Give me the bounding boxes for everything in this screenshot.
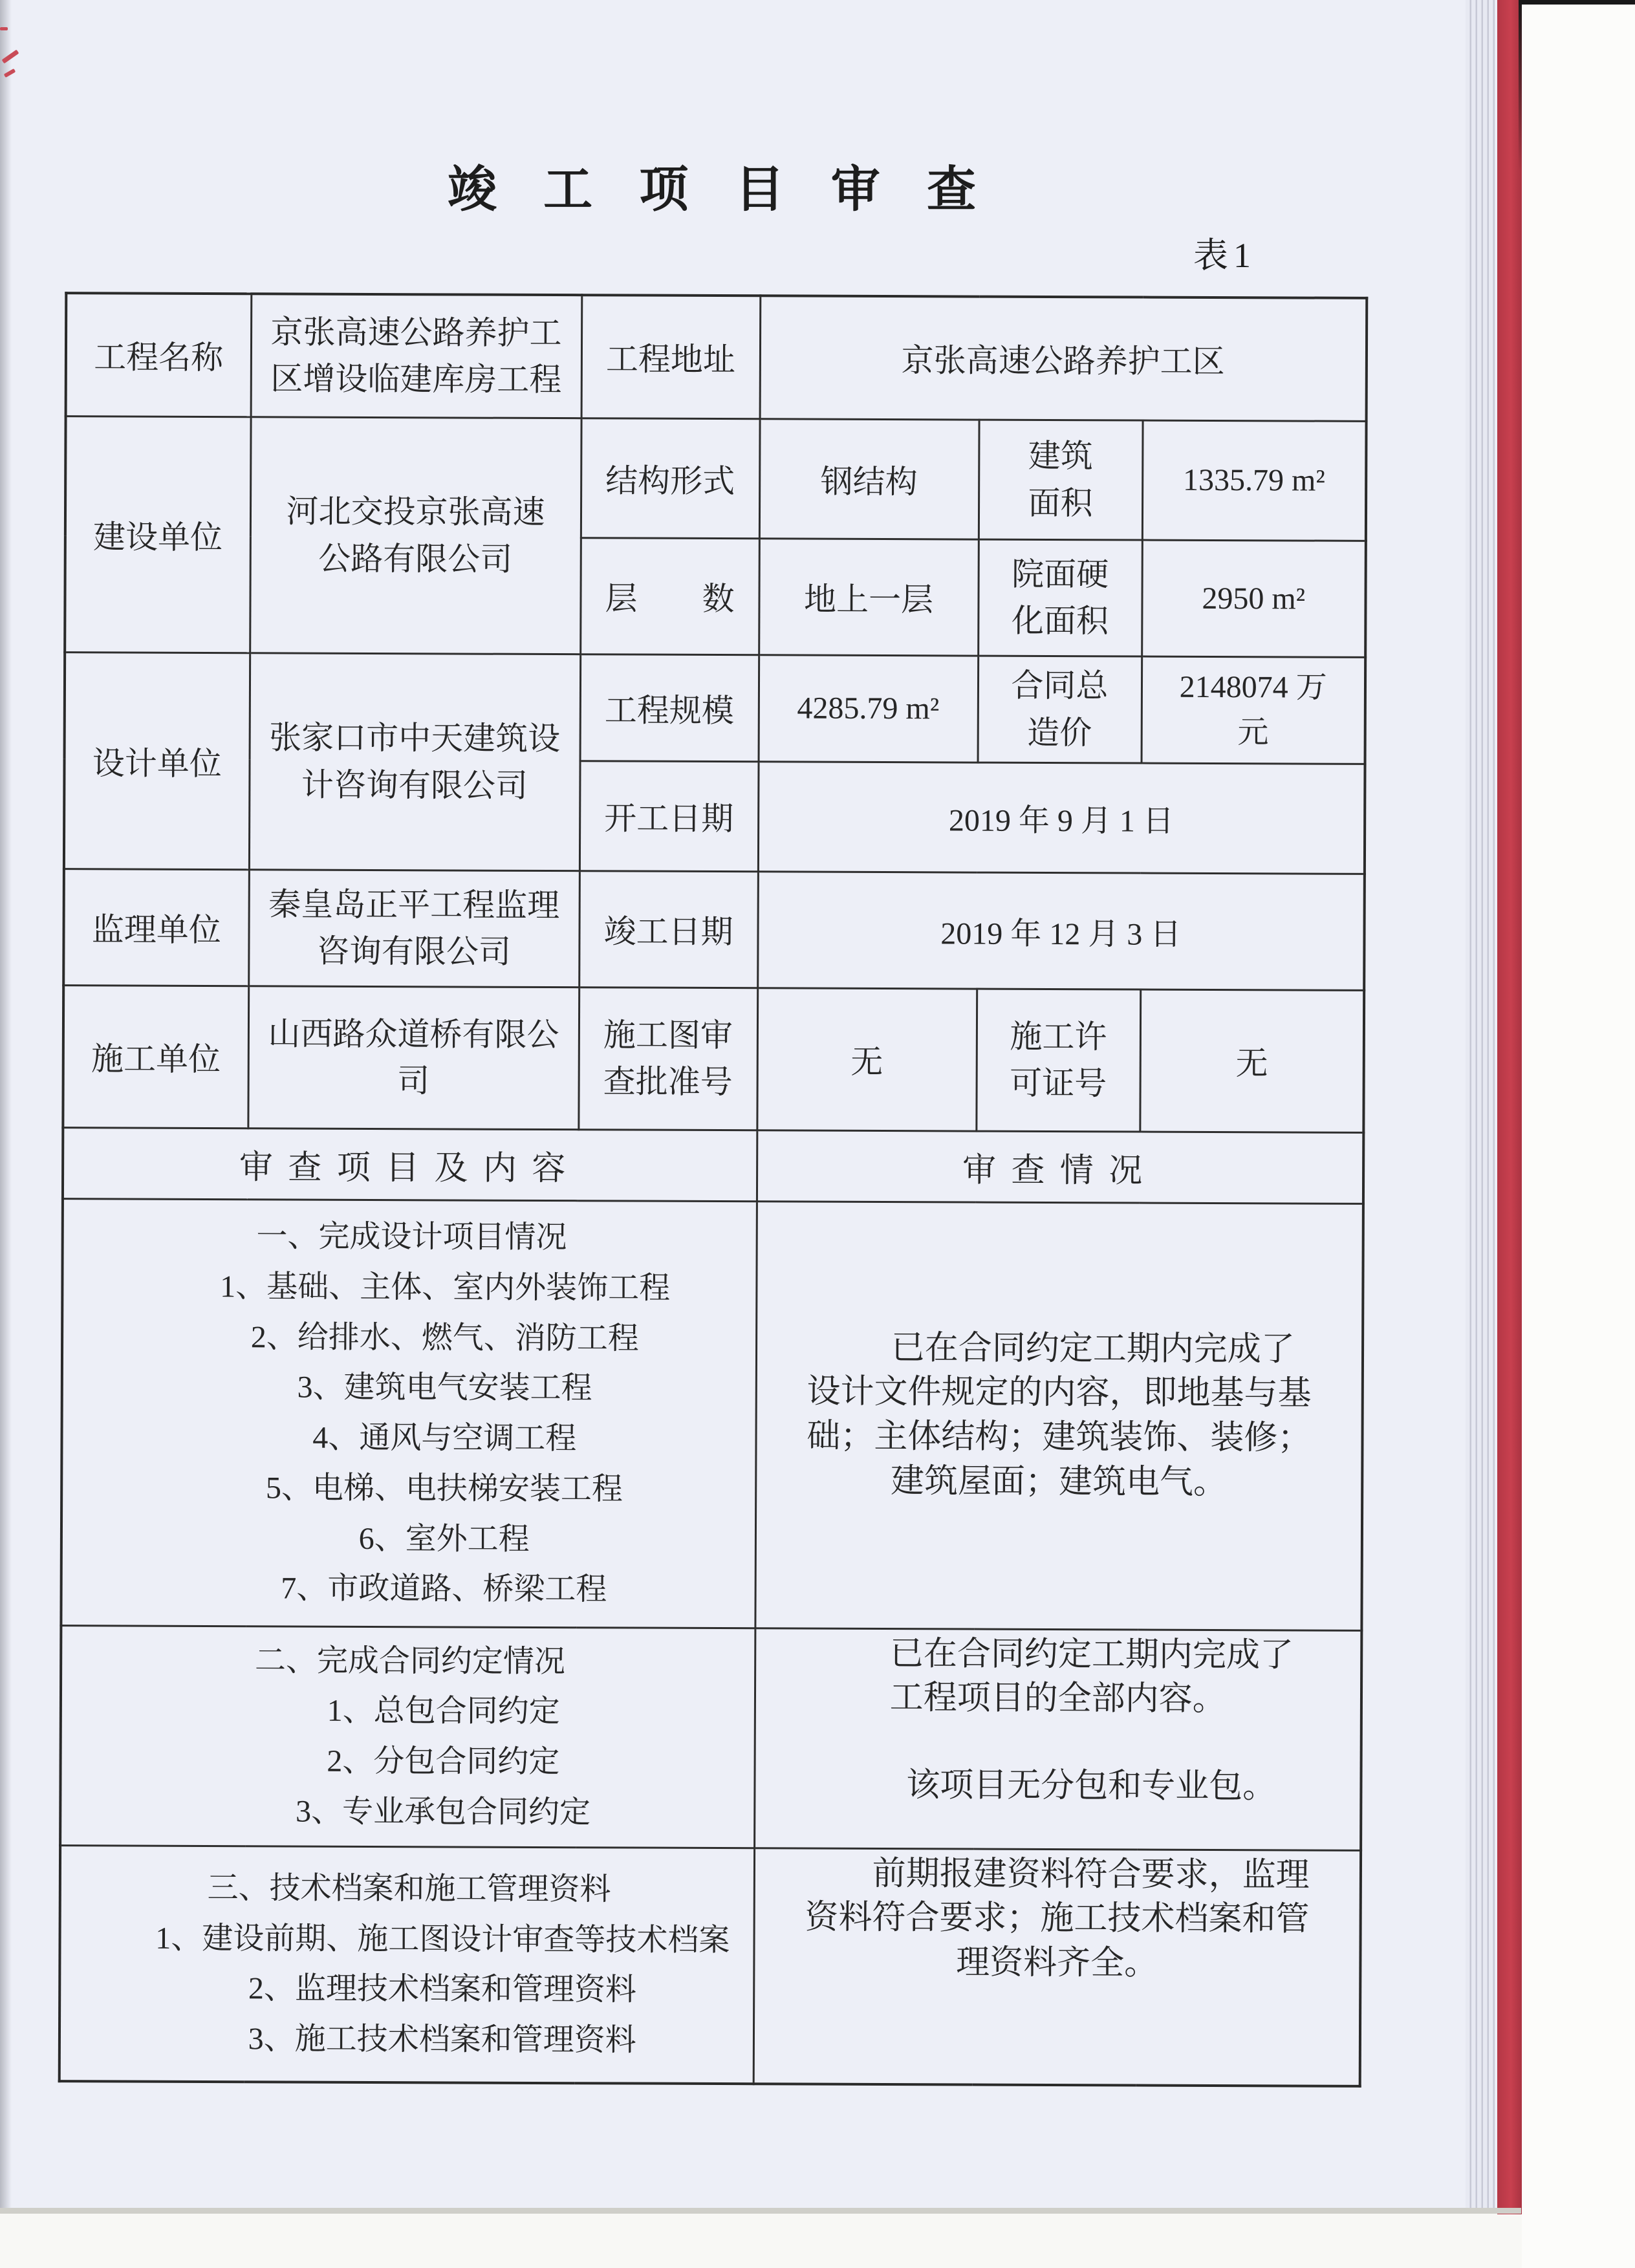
section-3-review bbox=[753, 1848, 1361, 2086]
section-2-title: 二、完成合同约定情况 bbox=[254, 1643, 566, 1679]
project-address-value: 京张高速公路养护工区 bbox=[760, 296, 1367, 421]
section-1-item: 1、基础、主体、室内外装饰工程 bbox=[220, 1269, 671, 1306]
row-contractor bbox=[63, 985, 1364, 1132]
review-line: 础；主体结构；建筑装饰、装修； bbox=[807, 1418, 1312, 1457]
builder-label: 建设单位 bbox=[65, 416, 250, 653]
drawing-approval-label bbox=[578, 987, 757, 1130]
section-2-review bbox=[754, 1628, 1361, 1850]
floors-value: 地上一层 bbox=[759, 538, 979, 655]
project-address-label: 工程地址 bbox=[581, 295, 761, 418]
designer-label: 设计单位 bbox=[64, 652, 250, 869]
finish-date-label: 竣工日期 bbox=[579, 870, 758, 988]
designer-value bbox=[249, 653, 580, 870]
section-1-row bbox=[61, 1198, 1363, 1630]
contractor-value bbox=[248, 986, 579, 1129]
scan-edge-line bbox=[1519, 0, 1635, 5]
section-2-item: 3、专业承包合同约定 bbox=[295, 1794, 591, 1830]
review-line: 已在合同约定工期内完成了 bbox=[891, 1329, 1295, 1368]
review-line: 理资料齐全。 bbox=[956, 1944, 1158, 1982]
row-designer-scale bbox=[65, 652, 1366, 764]
finish-date-value: 2019 年 12 月 3 日 bbox=[757, 871, 1365, 990]
section-3-item: 2、监理技术档案和管理资料 bbox=[248, 1971, 637, 2007]
review-line: 工程项目的全部内容。 bbox=[889, 1679, 1226, 1718]
project-name-label: 工程名称 bbox=[66, 293, 252, 416]
section-1-items bbox=[61, 1198, 757, 1628]
section-1-item: 6、室外工程 bbox=[358, 1521, 530, 1557]
floors-label: 层 数 bbox=[580, 537, 759, 654]
section-1-item: 7、市政道路、桥梁工程 bbox=[281, 1571, 607, 1607]
yard-area-label bbox=[978, 539, 1142, 656]
permit-label bbox=[976, 989, 1140, 1132]
contract-total-label bbox=[978, 656, 1142, 763]
building-area-label bbox=[979, 420, 1143, 540]
contractor-text: 山西路众道桥有限公司 bbox=[268, 1015, 559, 1099]
row-review-header bbox=[63, 1127, 1363, 1204]
review-status-header: 审查情况 bbox=[757, 1130, 1363, 1204]
scan-edge-vline bbox=[1519, 0, 1522, 171]
designer-text: 张家口市中天建筑设计咨询有限公司 bbox=[269, 719, 561, 804]
scale-value: 4285.79 m² bbox=[759, 654, 979, 762]
review-line: 前期报建资料符合要求，监理 bbox=[872, 1855, 1310, 1894]
contract-total-value bbox=[1142, 656, 1366, 764]
review-line: 该项目无分包和专业包。 bbox=[906, 1766, 1277, 1806]
row-project bbox=[66, 293, 1367, 421]
supervisor-text: 秦皇岛正平工程监理咨询有限公司 bbox=[268, 885, 560, 970]
review-line: 建筑屋面；建筑电气。 bbox=[890, 1462, 1228, 1501]
red-ink-mark bbox=[0, 27, 8, 30]
paper-left-shadow bbox=[0, 0, 12, 2210]
section-3-item: 1、建设前期、施工图设计审查等技术档案 bbox=[155, 1921, 730, 1958]
section-3-items bbox=[60, 1845, 754, 2084]
section-2-row bbox=[60, 1625, 1361, 1850]
contract-total-label-text: 合同总造价 bbox=[1011, 667, 1109, 751]
builder-value bbox=[250, 416, 581, 654]
building-area-value: 1335.79 m² bbox=[1142, 420, 1367, 541]
section-3-title: 三、技术档案和施工管理资料 bbox=[207, 1870, 611, 1907]
review-line: 设计文件规定的内容，即地基与基 bbox=[807, 1373, 1312, 1412]
permit-label-text: 施工许可证号 bbox=[1010, 1018, 1107, 1102]
underlying-page bbox=[1522, 0, 1635, 2268]
start-date-value: 2019 年 9 月 1 日 bbox=[758, 761, 1365, 874]
supervisor-value bbox=[248, 869, 579, 987]
contract-total-text: 2148074 万元 bbox=[1179, 669, 1327, 750]
sheet-label: 表1 bbox=[1193, 236, 1256, 275]
contractor-label: 施工单位 bbox=[63, 985, 248, 1128]
drawing-approval-value: 无 bbox=[757, 988, 977, 1130]
review-items-header: 审查项目及内容 bbox=[63, 1127, 757, 1201]
builder-text: 河北交投京张高速公路有限公司 bbox=[286, 493, 545, 578]
section-2-items bbox=[60, 1625, 755, 1848]
review-line: 资料符合要求；施工技术档案和管 bbox=[805, 1899, 1310, 1938]
start-date-label: 开工日期 bbox=[579, 761, 759, 871]
structure-label: 结构形式 bbox=[581, 418, 760, 538]
structure-value: 钢结构 bbox=[759, 418, 979, 539]
supervisor-label: 监理单位 bbox=[63, 869, 249, 986]
section-2-item: 1、总包合同约定 bbox=[327, 1693, 560, 1729]
row-builder-structure bbox=[65, 416, 1367, 541]
project-name-value bbox=[251, 294, 582, 418]
permit-value: 无 bbox=[1140, 989, 1364, 1132]
red-binding-strip bbox=[1497, 0, 1522, 2214]
paper-bottom-edge bbox=[0, 2208, 1521, 2214]
section-3-item: 3、施工技术档案和管理资料 bbox=[248, 2022, 636, 2058]
review-form-table bbox=[58, 292, 1369, 2088]
section-1-item: 5、电梯、电扶梯安装工程 bbox=[265, 1471, 623, 1507]
section-1-title: 一、完成设计项目情况 bbox=[256, 1219, 567, 1255]
row-supervisor bbox=[63, 869, 1365, 990]
section-3-row bbox=[60, 1845, 1361, 2086]
drawing-approval-label-text: 施工图审查批准号 bbox=[603, 1016, 733, 1101]
review-line: 已在合同约定工期内完成了 bbox=[889, 1635, 1294, 1674]
section-1-item: 4、通风与空调工程 bbox=[312, 1420, 577, 1456]
page-title: 竣工项目审查 bbox=[447, 163, 1023, 217]
section-1-item: 3、建筑电气安装工程 bbox=[297, 1370, 592, 1406]
yard-area-label-text: 院面硬化面积 bbox=[1011, 556, 1109, 640]
scale-label: 工程规模 bbox=[580, 654, 759, 761]
yard-area-value: 2950 m² bbox=[1142, 540, 1366, 657]
project-name-text: 京张高速公路养护工区增设临建库房工程 bbox=[270, 314, 562, 398]
section-2-item: 2、分包合同约定 bbox=[327, 1744, 560, 1780]
building-area-label-text: 建筑面积 bbox=[1028, 437, 1093, 521]
section-1-review bbox=[755, 1201, 1363, 1630]
page-stack-edges bbox=[1466, 0, 1495, 2210]
section-1-item: 2、给排水、燃气、消防工程 bbox=[250, 1319, 639, 1356]
